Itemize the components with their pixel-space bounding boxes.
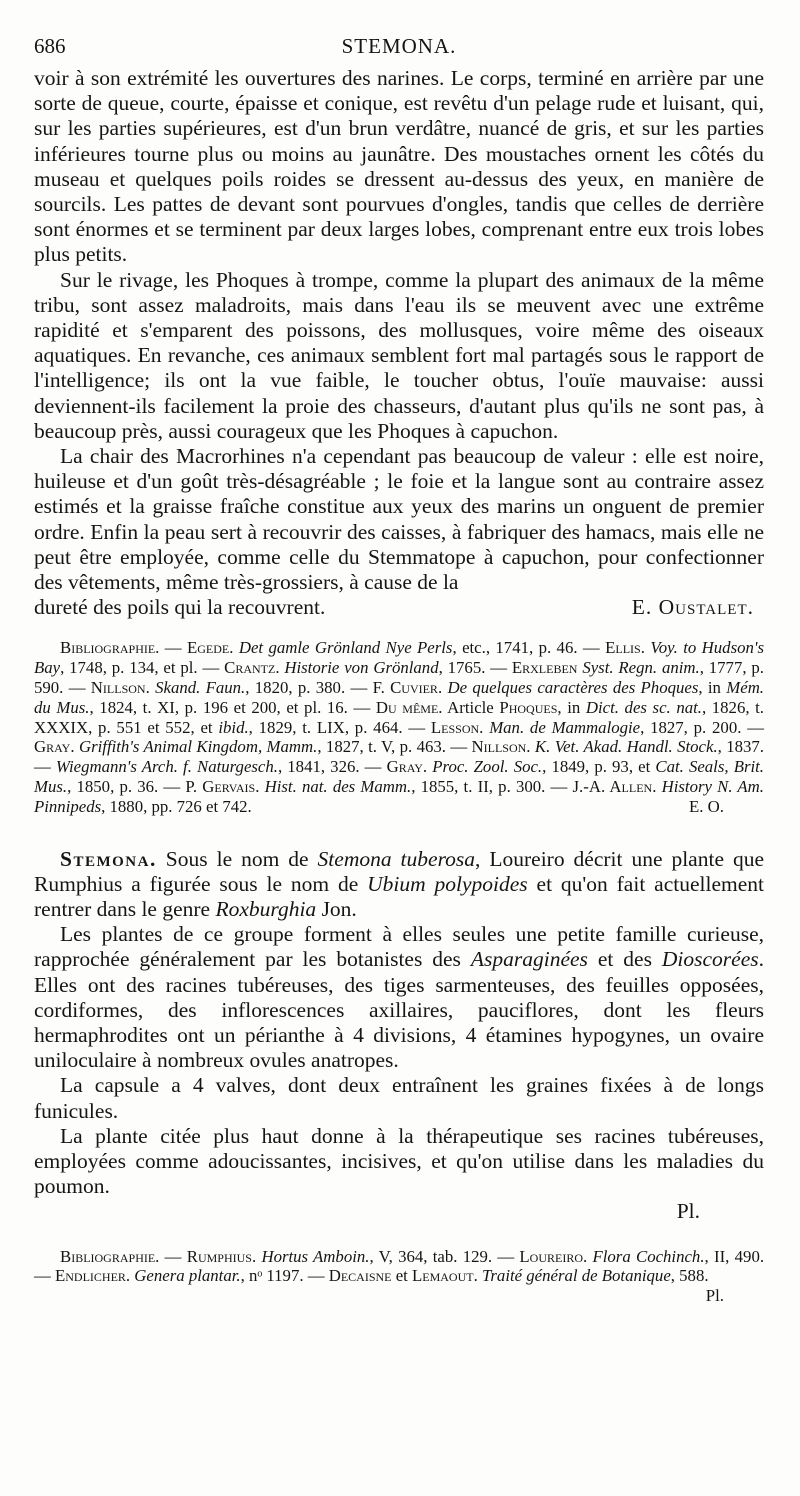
stemona-family-segment: Les plantes de ce groupe forment à elles seules une petite famille curieuse, rapprochée généralement par les botanistes des	[34, 922, 764, 972]
page-header	[34, 26, 764, 66]
bibliography-phoques-segment: , in	[557, 697, 586, 717]
bibliography-phoques-segment: Article	[442, 697, 500, 717]
bibliography-phoques-segment: Phoques	[499, 697, 558, 717]
bibliography-phoques-segment: Voy. to Hudson's Bay	[34, 638, 764, 678]
stemona-family-segment: . Elles ont des racines tubéreuses, des tiges sarmenteuses, des feuilles opposées, cordiformes, des inflorescences axillaires, pauciflores, dont les fleurs hermaphrodites ont un périanthe à 4 divisions, 4 étamines hypogynes, un ovaire uniloculaire à nombreux ovules anatropes.	[34, 947, 764, 1073]
bibliography-phoques-segment: , etc., 1741, p. 46. —	[452, 638, 606, 658]
paragraph-uses-last-line	[34, 595, 764, 620]
bibliography-stemona-segment: —	[159, 1246, 187, 1266]
bibliography-phoques-segment: Wiegmann's Arch. f. Naturgesch.	[55, 757, 278, 777]
bibliography-phoques-segment: , 1827, p. 200. —	[640, 717, 764, 737]
bibliography-phoques-segment: Crantz.	[224, 658, 280, 678]
bibliography-phoques-segment: Det gamle Grönland Nye Perls	[238, 638, 453, 658]
bibliography-phoques-segment: Historie von Grönland	[284, 658, 439, 678]
bibliography-phoques-segment: Ellis.	[605, 638, 645, 658]
bibliography-phoques-segment: Skand. Faun.	[155, 678, 246, 698]
bibliography-stemona-segment: , 588.	[670, 1266, 709, 1286]
paragraph-capsule: La capsule a 4 valves, dont deux entraînent les graines fixées à de longs funicules.	[34, 1073, 764, 1123]
stemona-family-segment: Dioscorées	[661, 947, 759, 972]
bibliography-stemona-segment: , II, 490. —	[34, 1246, 765, 1286]
bibliography-phoques-segment: , 1841, 326. —	[277, 757, 387, 777]
paragraph-uses: La chair des Macrorhines n'a cependant pas beaucoup de valeur : elle est noire, huileuse et d'un goût très-désagréable ; le foie et la langue sont au contraire assez estimés et la graisse fraîche constitue aux yeux des marins un onguent de premier ordre. Enfin la peau sert à recouvrir des caisses, à fabriquer des hamacs, mais elle ne peut être employée, comme celle du Stemmatope à capuchon, pour confectionner des vêtements, même très-grossiers, à cause de la	[34, 444, 764, 595]
stemona-family-segment: et des	[587, 947, 662, 972]
bibliography-phoques-segment: Nillson.	[90, 678, 150, 698]
bibliography-stemona-segment: Hortus Amboin.	[261, 1246, 370, 1266]
bibliography-phoques-segment: , 1765. —	[438, 658, 512, 678]
bibliography-stemona-segment: Endlicher.	[54, 1266, 131, 1286]
bibliography-phoques-segment: , 1850, p. 36. —	[67, 777, 186, 797]
bibliography-phoques-segment: ibid.	[218, 717, 249, 737]
author-signature: E. Oustalet.	[631, 595, 754, 620]
bibliography-phoques-segment: , 1849, p. 93, et	[542, 757, 656, 777]
bibliography-phoques-segment: Gray.	[34, 737, 75, 757]
bibliography-phoques-segment: , 1829, t. LIX, p. 464. —	[248, 717, 431, 737]
stemona-intro-segment: , Loureiro décrit une plante que Rumphius a figurée sous le nom de	[34, 846, 765, 896]
bibliography-stemona-segment: et	[391, 1266, 413, 1286]
bibliography-phoques-segment: Nillson.	[471, 737, 531, 757]
bibliography-stemona-segment: Decaisne	[328, 1266, 392, 1286]
paragraph-body-description: voir à son extrémité les ouvertures des narines. Le corps, terminé en arrière par une sorte de queue, courte, épaisse et conique, est revêtu d'un pelage rude et luisant, qui, sur les parties supérieures, est d'un brun verdâtre, nuancé de gris, et sur les parties inférieures tourne plus ou moins au jaunâtre. Des moustaches ornent les côtés du museau et quelques poils roides se dressent au-dessus des yeux, en manière de sourcils. Les pattes de devant sont pourvues d'ongles, tandis que celles de derrière sont énormes et se terminent par deux larges lobes, comprenant entre eux trois lobes plus petits.	[34, 66, 764, 267]
paragraph-stemona-intro	[34, 847, 764, 923]
article-phoques-continuation	[34, 66, 764, 620]
bibliography-stemona-segment: Traité général de Botanique	[482, 1266, 671, 1286]
bibliography-stemona-segment: Rumphius.	[186, 1246, 257, 1266]
bibliography-phoques-segment: Gray.	[386, 757, 428, 777]
paragraph-behaviour: Sur le rivage, les Phoques à trompe, comme la plupart des animaux de la même tribu, sont assez maladroits, mais dans l'eau ils se meuvent avec une extrême rapidité et s'emparent des poissons, des mollusques, voire même des oiseaux aquatiques. En revanche, ces animaux semblent fort mal partagés sous le rapport de l'intelligence; ils ont la vue faible, le toucher obtus, l'ouïe mauvaise: aussi deviennent-ils facilement la proie des chasseurs, d'autant plus qu'ils ne sont pas, à beaucoup près, aussi courageux que les Phoques à capuchon.	[34, 267, 764, 443]
author-signature-pl: Pl.	[676, 1199, 700, 1224]
bibliography-stemona-segment: Loureiro.	[519, 1246, 588, 1266]
stemona-family-segment: Asparaginées	[470, 947, 588, 972]
bibliography-label: Bibliographie.	[60, 638, 160, 658]
bibliography-stemona-segment: Flora Cochinch.	[592, 1246, 705, 1266]
bibliography-phoques-segment: , 1826, t. XXXIX, p. 551 et 552, et	[34, 697, 764, 737]
bibliography-phoques-segment: , 1777, p. 590. —	[34, 658, 764, 698]
bibliography-phoques-segment: , 1855, t. II, p. 300. —	[411, 777, 573, 797]
bibliography-phoques-segment: Griffith's Animal Kingdom, Mamm.	[78, 737, 318, 757]
bibliography-phoques-segment: Proc. Zool. Soc.	[432, 757, 543, 777]
bibliography-stemona	[34, 1246, 765, 1306]
bibliography-phoques-segment: —	[159, 638, 187, 658]
bibliography-signature-2: Pl.	[705, 1286, 724, 1306]
bibliography-stemona-segment: , nᵒ 1197. —	[240, 1266, 329, 1286]
bibliography-phoques-segment: Dict. des sc. nat.	[585, 697, 702, 717]
paragraph-uses-end: dureté des poils qui la recouvrent.	[34, 595, 326, 620]
bibliography-phoques-segment: , 1748, p. 134, et pl. —	[60, 658, 225, 678]
bibliography-phoques-segment: Lesson.	[430, 717, 484, 737]
bibliography-phoques-segment: , 1837. —	[34, 737, 765, 777]
bibliography-stemona-segment: Genera plantar.	[134, 1266, 241, 1286]
bibliography-phoques-segment: Erxleben	[511, 658, 578, 678]
bibliography-phoques-segment: History N. Am. Pinnipeds	[34, 777, 764, 816]
stemona-intro-segment: Stemona tuberosa	[317, 846, 476, 871]
stemona-intro-segment: Roxburghia	[215, 897, 317, 922]
stemona-intro-segment: Ubium polypoides	[367, 871, 528, 896]
bibliography-phoques-segment: Du même.	[375, 697, 443, 717]
bibliography-phoques-segment: J.-A. Allen.	[572, 777, 657, 797]
bibliography-phoques-segment: Man. de Mammalogie	[489, 717, 641, 737]
bibliography-signature: E. O.	[689, 796, 724, 816]
bibliography-label-2: Bibliographie.	[60, 1246, 160, 1266]
bibliography-phoques-segment: , in	[698, 678, 727, 698]
article-stemona	[34, 847, 764, 1225]
bibliography-phoques-segment: Hist. nat. des Mamm.	[264, 777, 412, 797]
bibliography-phoques-segment: K. Vet. Akad. Handl. Stock.	[534, 737, 718, 757]
running-head: STEMONA.	[341, 34, 457, 58]
page-number: 686	[34, 34, 66, 58]
entry-headword: Stemona.	[60, 846, 157, 871]
bibliography-phoques-segment: , 1880, pp. 726 et 742.	[101, 796, 252, 816]
stemona-intro-segment: Jon.	[316, 897, 357, 922]
bibliography-stemona-segment: Lemaout.	[412, 1266, 478, 1286]
stemona-intro-segment: Sous le nom de	[156, 846, 318, 871]
bibliography-phoques	[34, 638, 764, 816]
bibliography-phoques-segment: , 1824, t. XI, p. 196 et 200, et pl. 16. —	[89, 697, 376, 717]
paragraph-therapeutic: La plante citée plus haut donne à la thérapeutique ses racines tubéreuses, employées comme adoucissantes, incisives, et qu'on utilise dans les maladies du poumon.	[34, 1123, 764, 1199]
bibliography-phoques-segment: De quelques caractères des Phoques	[447, 678, 699, 698]
bibliography-phoques-segment: Syst. Regn. anim.	[582, 658, 700, 678]
bibliography-phoques-segment: Cat. Seals, Brit. Mus.	[34, 757, 765, 797]
bibliography-phoques-segment: P. Gervais.	[185, 777, 260, 797]
bibliography-phoques-segment: Mém. du Mus.	[34, 678, 765, 717]
bibliography-phoques-segment: F. Cuvier.	[372, 678, 443, 698]
bibliography-entries	[34, 638, 764, 815]
stemona-intro-segment: et qu'on fait actuellement rentrer dans le genre	[34, 871, 764, 922]
bibliography-phoques-segment: Egede.	[186, 638, 234, 658]
bibliography-phoques-segment: , 1820, p. 380. —	[245, 678, 373, 698]
paragraph-family	[34, 922, 764, 1073]
bibliography-phoques-segment: , 1827, t. V, p. 463. —	[317, 737, 472, 757]
bibliography-stemona-segment: , V, 364, tab. 129. —	[369, 1246, 520, 1266]
